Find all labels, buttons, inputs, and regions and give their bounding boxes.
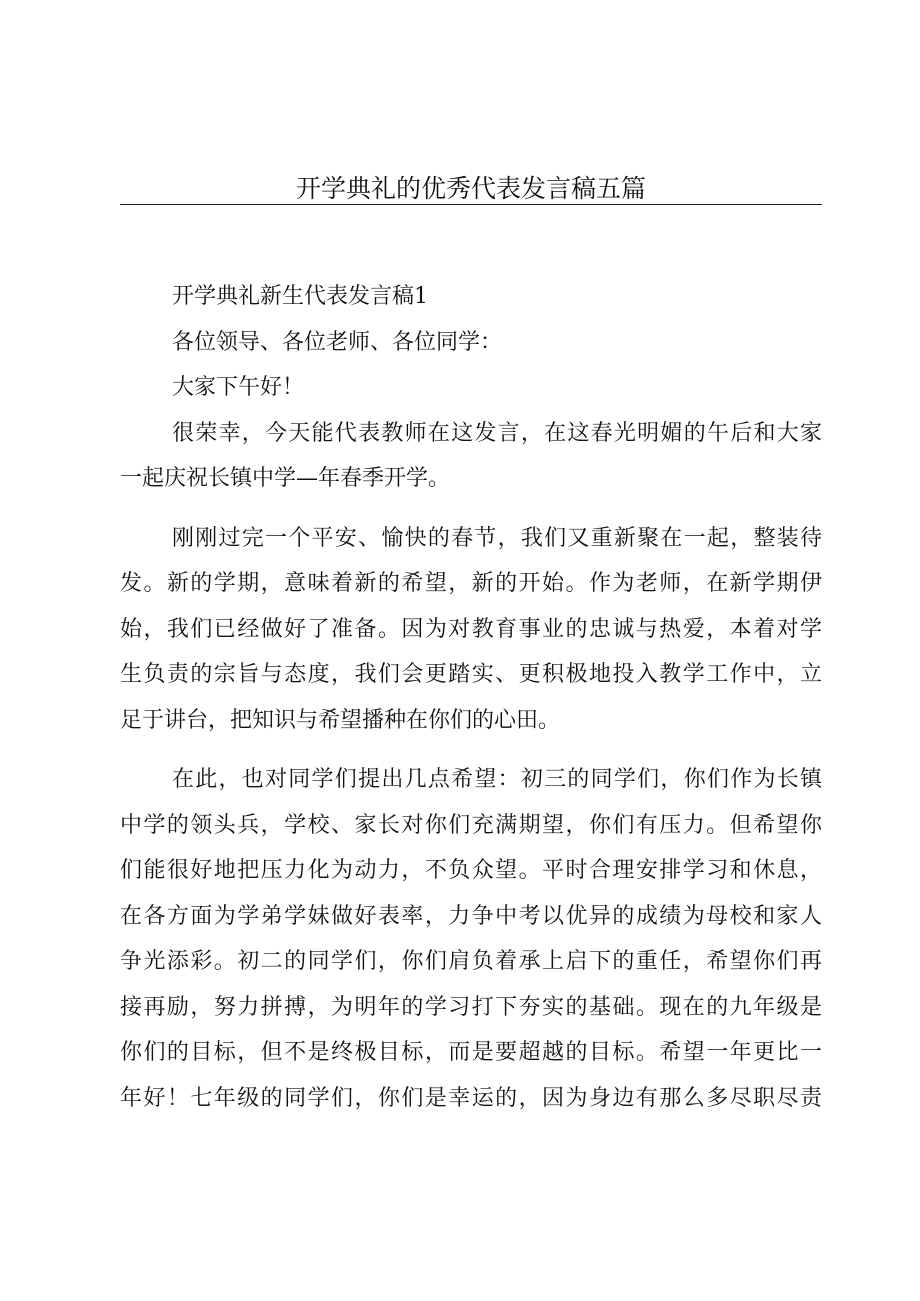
paragraph-line: 中学的领头兵，学校、家长对你们充满期望，你们有压力。但希望你 bbox=[120, 812, 822, 838]
paragraph-line: 你们的目标，但不是终极目标，而是要超越的目标。希望一年更比一 bbox=[120, 1040, 822, 1065]
paragraph-line: 刚刚过完一个平安、愉快的春节，我们又重新聚在一起，整装待 bbox=[172, 525, 822, 551]
paragraph-line: 生负责的宗旨与态度，我们会更踏实、更积极地投入教学工作中，立 bbox=[120, 662, 822, 687]
paragraph-line: 一起庆祝长镇中学—年春季开学。 bbox=[120, 466, 451, 491]
greeting: 大家下午好！ bbox=[172, 375, 305, 400]
paragraph-line: 争光添彩。初二的同学们，你们肩负着承上启下的重任，希望你们再 bbox=[120, 949, 822, 974]
paragraph-line: 接再励，努力拼搏，为明年的学习打下夯实的基础。现在的九年级是 bbox=[120, 994, 822, 1020]
salutation: 各位领导、各位老师、各位同学： bbox=[172, 329, 503, 355]
paragraph-line: 在此，也对同学们提出几点希望：初三的同学们，你们作为长镇 bbox=[172, 767, 822, 792]
paragraph-line: 很荣幸，今天能代表教师在这发言，在这春光明媚的午后和大家 bbox=[172, 420, 822, 446]
paragraph-line: 年好！七年级的同学们，你们是幸运的，因为身边有那么多尽职尽责 bbox=[120, 1085, 822, 1111]
paragraph-2 bbox=[120, 516, 822, 744]
document-body bbox=[120, 274, 822, 1121]
paragraph-line: 始，我们已经做好了准备。因为对教育事业的忠诚与热爱，本着对学 bbox=[120, 616, 822, 642]
paragraph-1 bbox=[120, 411, 822, 502]
paragraph-line: 足于讲台，把知识与希望播种在你们的心田。 bbox=[120, 707, 561, 733]
paragraph-3 bbox=[120, 757, 822, 1121]
paragraph-line: 发。新的学期，意味着新的希望，新的开始。作为老师，在新学期伊 bbox=[120, 571, 822, 596]
document-title: 开学典礼的优秀代表发言稿五篇 bbox=[295, 174, 646, 203]
paragraph-line: 们能很好地把压力化为动力，不负众望。平时合理安排学习和休息， bbox=[120, 858, 822, 883]
title-underline bbox=[120, 204, 822, 205]
paragraph-line: 在各方面为学弟学妹做好表率，力争中考以优异的成绩为母校和家人 bbox=[120, 903, 822, 929]
section-heading: 开学典礼新生代表发言稿1 bbox=[172, 284, 428, 309]
